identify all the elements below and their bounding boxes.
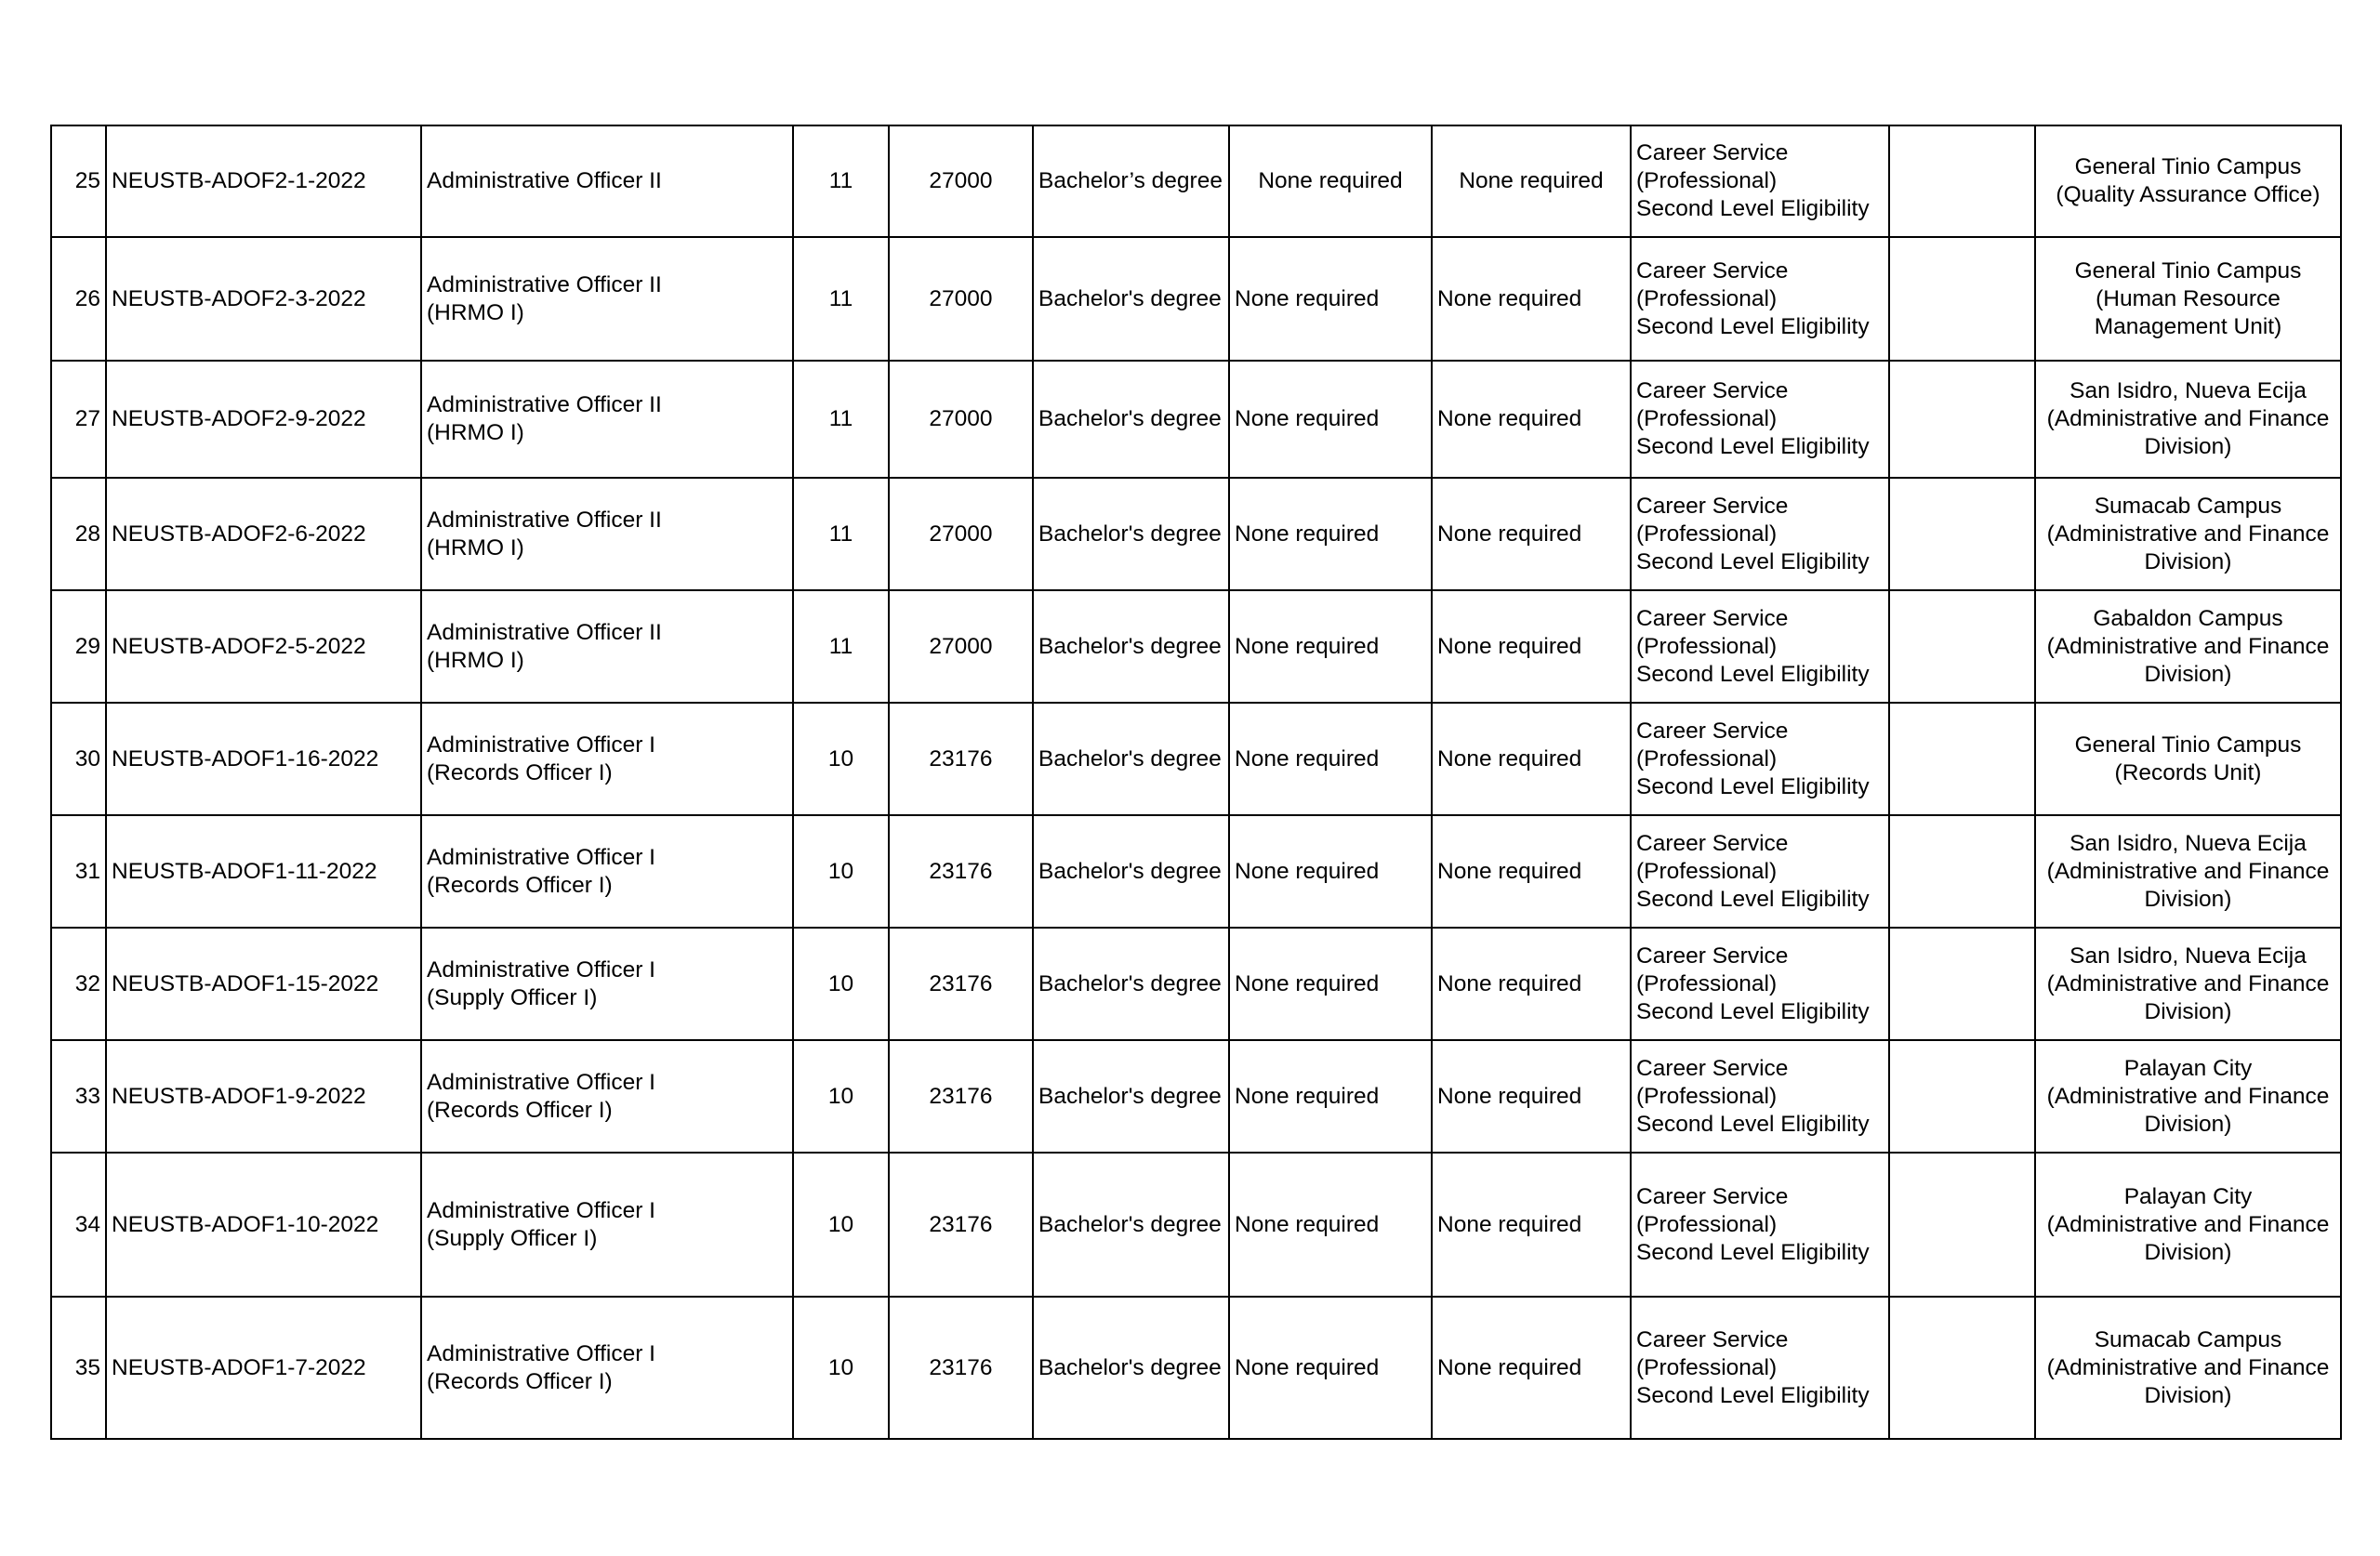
training: None required (1229, 237, 1432, 361)
eligibility: Career Service (Professional) Second Level Eligibility (1631, 361, 1889, 478)
competency (1889, 125, 2035, 237)
position-title: Administrative Officer II (HRMO I) (421, 237, 793, 361)
row-number: 35 (51, 1297, 106, 1439)
eligibility: Career Service (Professional) Second Level Eligibility (1631, 1040, 1889, 1153)
education: Bachelor's degree (1033, 703, 1229, 815)
salary-grade: 11 (793, 361, 889, 478)
competency (1889, 361, 2035, 478)
position-title: Administrative Officer I (Records Officer I) (421, 815, 793, 928)
experience: None required (1432, 928, 1631, 1040)
item-code: NEUSTB-ADOF2-5-2022 (106, 590, 421, 703)
table-row (51, 1153, 2341, 1297)
monthly-salary: 23176 (889, 1153, 1033, 1297)
experience: None required (1432, 478, 1631, 590)
position-title: Administrative Officer I (Supply Officer I) (421, 1153, 793, 1297)
place-of-assignment: San Isidro, Nueva Ecija (Administrative and Finance Division) (2035, 928, 2341, 1040)
row-number: 28 (51, 478, 106, 590)
training: None required (1229, 361, 1432, 478)
table-row (51, 703, 2341, 815)
item-code: NEUSTB-ADOF2-6-2022 (106, 478, 421, 590)
eligibility: Career Service (Professional) Second Level Eligibility (1631, 1297, 1889, 1439)
competency (1889, 928, 2035, 1040)
place-of-assignment: Sumacab Campus (Administrative and Finance Division) (2035, 478, 2341, 590)
row-number: 34 (51, 1153, 106, 1297)
eligibility: Career Service (Professional) Second Level Eligibility (1631, 703, 1889, 815)
item-code: NEUSTB-ADOF2-9-2022 (106, 361, 421, 478)
competency (1889, 237, 2035, 361)
competency (1889, 1040, 2035, 1153)
training: None required (1229, 1297, 1432, 1439)
row-number: 32 (51, 928, 106, 1040)
experience: None required (1432, 1153, 1631, 1297)
experience: None required (1432, 815, 1631, 928)
eligibility: Career Service (Professional) Second Level Eligibility (1631, 478, 1889, 590)
row-number: 30 (51, 703, 106, 815)
competency (1889, 1297, 2035, 1439)
row-number: 29 (51, 590, 106, 703)
monthly-salary: 23176 (889, 1297, 1033, 1439)
competency (1889, 478, 2035, 590)
table-row (51, 590, 2341, 703)
eligibility: Career Service (Professional) Second Level Eligibility (1631, 237, 1889, 361)
place-of-assignment: San Isidro, Nueva Ecija (Administrative and Finance Division) (2035, 361, 2341, 478)
experience: None required (1432, 361, 1631, 478)
row-number: 25 (51, 125, 106, 237)
table-row (51, 237, 2341, 361)
competency (1889, 1153, 2035, 1297)
table-row (51, 125, 2341, 237)
monthly-salary: 23176 (889, 703, 1033, 815)
monthly-salary: 27000 (889, 361, 1033, 478)
salary-grade: 10 (793, 815, 889, 928)
eligibility: Career Service (Professional) Second Level Eligibility (1631, 1153, 1889, 1297)
experience: None required (1432, 703, 1631, 815)
item-code: NEUSTB-ADOF1-16-2022 (106, 703, 421, 815)
monthly-salary: 23176 (889, 928, 1033, 1040)
salary-grade: 10 (793, 928, 889, 1040)
competency (1889, 815, 2035, 928)
monthly-salary: 23176 (889, 1040, 1033, 1153)
item-code: NEUSTB-ADOF1-11-2022 (106, 815, 421, 928)
eligibility: Career Service (Professional) Second Level Eligibility (1631, 590, 1889, 703)
plantilla-table (50, 125, 2342, 1440)
salary-grade: 11 (793, 478, 889, 590)
row-number: 27 (51, 361, 106, 478)
education: Bachelor's degree (1033, 1153, 1229, 1297)
row-number: 33 (51, 1040, 106, 1153)
experience: None required (1432, 590, 1631, 703)
salary-grade: 11 (793, 125, 889, 237)
position-title: Administrative Officer II (HRMO I) (421, 590, 793, 703)
education: Bachelor's degree (1033, 237, 1229, 361)
place-of-assignment: Palayan City (Administrative and Finance Division) (2035, 1153, 2341, 1297)
position-title: Administrative Officer II (421, 125, 793, 237)
item-code: NEUSTB-ADOF1-7-2022 (106, 1297, 421, 1439)
place-of-assignment: General Tinio Campus (Records Unit) (2035, 703, 2341, 815)
eligibility: Career Service (Professional) Second Level Eligibility (1631, 815, 1889, 928)
eligibility: Career Service (Professional) Second Level Eligibility (1631, 125, 1889, 237)
training: None required (1229, 478, 1432, 590)
position-title: Administrative Officer II (HRMO I) (421, 361, 793, 478)
education: Bachelor's degree (1033, 478, 1229, 590)
table-row (51, 928, 2341, 1040)
education: Bachelor's degree (1033, 1297, 1229, 1439)
training: None required (1229, 1153, 1432, 1297)
position-title: Administrative Officer I (Records Officer I) (421, 703, 793, 815)
position-title: Administrative Officer I (Records Officer I) (421, 1297, 793, 1439)
training: None required (1229, 703, 1432, 815)
position-title: Administrative Officer I (Supply Officer I) (421, 928, 793, 1040)
competency (1889, 590, 2035, 703)
position-title: Administrative Officer II (HRMO I) (421, 478, 793, 590)
place-of-assignment: Sumacab Campus (Administrative and Finance Division) (2035, 1297, 2341, 1439)
place-of-assignment: Gabaldon Campus (Administrative and Finance Division) (2035, 590, 2341, 703)
training: None required (1229, 125, 1432, 237)
monthly-salary: 27000 (889, 590, 1033, 703)
row-number: 31 (51, 815, 106, 928)
training: None required (1229, 590, 1432, 703)
monthly-salary: 23176 (889, 815, 1033, 928)
item-code: NEUSTB-ADOF1-9-2022 (106, 1040, 421, 1153)
education: Bachelor's degree (1033, 815, 1229, 928)
row-number: 26 (51, 237, 106, 361)
salary-grade: 10 (793, 703, 889, 815)
education: Bachelor’s degree (1033, 125, 1229, 237)
monthly-salary: 27000 (889, 478, 1033, 590)
item-code: NEUSTB-ADOF1-15-2022 (106, 928, 421, 1040)
salary-grade: 11 (793, 590, 889, 703)
salary-grade: 10 (793, 1153, 889, 1297)
education: Bachelor's degree (1033, 1040, 1229, 1153)
table-row (51, 361, 2341, 478)
experience: None required (1432, 125, 1631, 237)
education: Bachelor's degree (1033, 590, 1229, 703)
salary-grade: 10 (793, 1040, 889, 1153)
place-of-assignment: San Isidro, Nueva Ecija (Administrative and Finance Division) (2035, 815, 2341, 928)
education: Bachelor's degree (1033, 928, 1229, 1040)
item-code: NEUSTB-ADOF2-3-2022 (106, 237, 421, 361)
training: None required (1229, 815, 1432, 928)
experience: None required (1432, 1297, 1631, 1439)
monthly-salary: 27000 (889, 125, 1033, 237)
monthly-salary: 27000 (889, 237, 1033, 361)
eligibility: Career Service (Professional) Second Level Eligibility (1631, 928, 1889, 1040)
experience: None required (1432, 1040, 1631, 1153)
table-row (51, 815, 2341, 928)
table-row (51, 1297, 2341, 1439)
education: Bachelor's degree (1033, 361, 1229, 478)
item-code: NEUSTB-ADOF1-10-2022 (106, 1153, 421, 1297)
training: None required (1229, 928, 1432, 1040)
place-of-assignment: General Tinio Campus (Human Resource Management Unit) (2035, 237, 2341, 361)
table-row (51, 478, 2341, 590)
item-code: NEUSTB-ADOF2-1-2022 (106, 125, 421, 237)
salary-grade: 11 (793, 237, 889, 361)
training: None required (1229, 1040, 1432, 1153)
salary-grade: 10 (793, 1297, 889, 1439)
experience: None required (1432, 237, 1631, 361)
competency (1889, 703, 2035, 815)
place-of-assignment: Palayan City (Administrative and Finance Division) (2035, 1040, 2341, 1153)
place-of-assignment: General Tinio Campus (Quality Assurance Office) (2035, 125, 2341, 237)
position-title: Administrative Officer I (Records Officer I) (421, 1040, 793, 1153)
table-row (51, 1040, 2341, 1153)
